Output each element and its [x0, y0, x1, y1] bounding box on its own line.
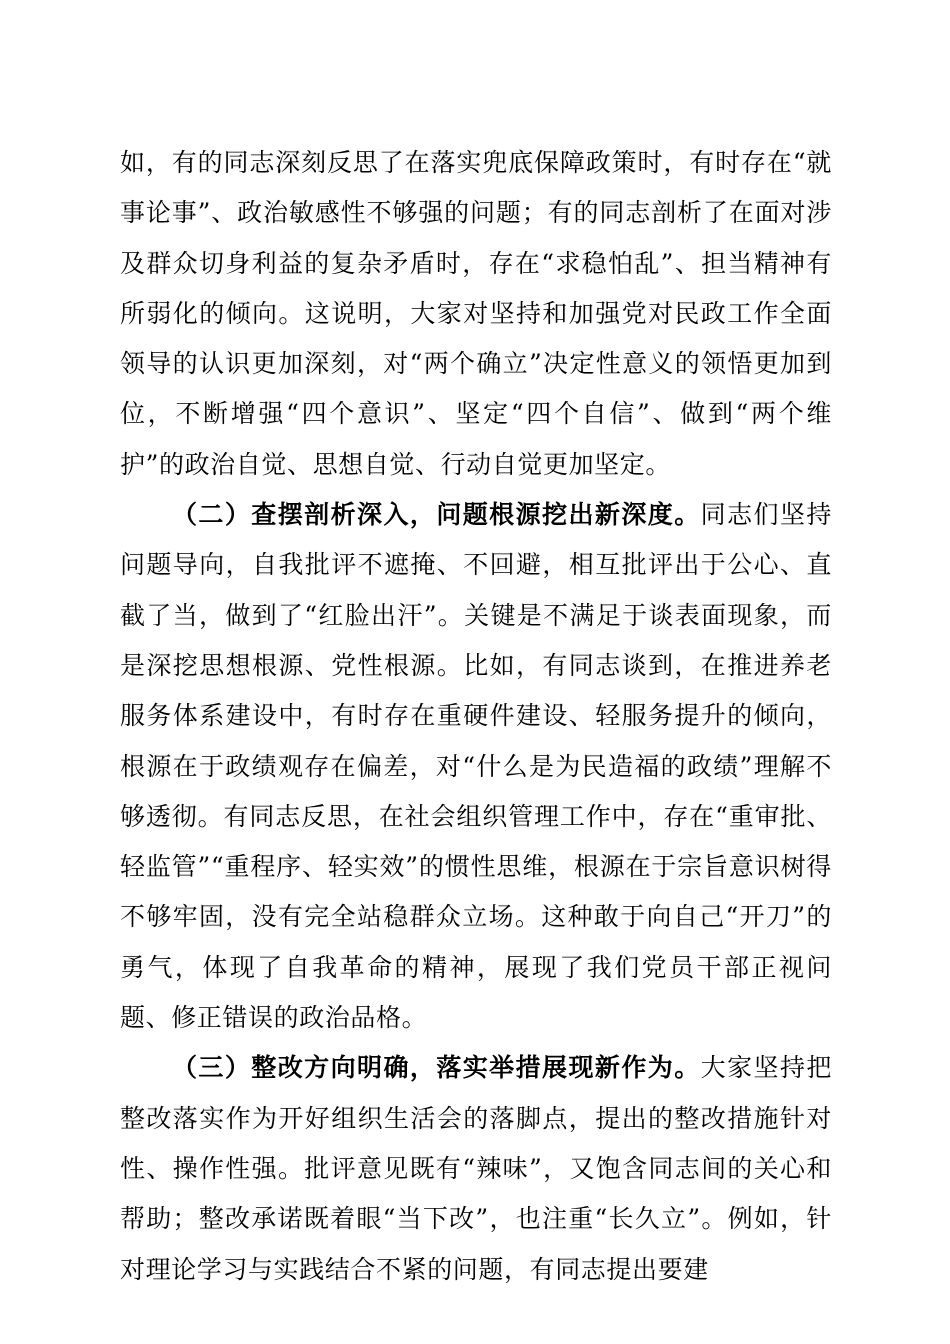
paragraph-continuation [120, 138, 832, 490]
paragraph-body: 同志们坚持问题导向，自我批评不遮掩、不回避，相互批评出于公心、直截了当，做到了“红脸出汗”。关键是不满足于谈表面现象，而是深挖思想根源、党性根源。比如，有同志谈到，在推进养老服务体系建设中，有时存在重硬件建设、轻服务提升的倾向，根源在于政绩观存在偏差，对“什么是为民造福的政绩”理解不够透彻。有同志反思，在社会组织管理工作中，存在“重审批、轻监管”“重程序、轻实效”的惯性思维，根源在于宗旨意识树得不够牢固，没有完全站稳群众立场。这种敢于向自己“开刀”的勇气，体现了自我革命的精神，展现了我们党员干部正视问题、修正错误的政治品格。 [120, 500, 832, 1033]
paragraph-section-two [120, 490, 832, 1043]
paragraph-section-three [120, 1043, 832, 1294]
paragraph-body: 如，有的同志深刻反思了在落实兜底保障政策时，有时存在“就事论事”、政治敏感性不够强的问题；有的同志剖析了在面对涉及群众切身利益的复杂矛盾时，存在“求稳怕乱”、担当精神有所弱化的倾向。这说明，大家对坚持和加强党对民政工作全面领导的认识更加深刻，对“两个确立”决定性意义的领悟更加到位，不断增强“四个意识”、坚定“四个自信”、做到“两个维护”的政治自觉、思想自觉、行动自觉更加坚定。 [120, 148, 832, 479]
document-body [120, 138, 832, 1295]
paragraph-body: 大家坚持把整改落实作为开好组织生活会的落脚点，提出的整改措施针对性、操作性强。批评意见既有“辣味”，又饱含同志间的关心和帮助；整改承诺既着眼“当下改”，也注重“长久立”。例如，针对理论学习与实践结合不紧的问题，有同志提出要建 [120, 1053, 832, 1284]
section-heading: （三）整改方向明确，落实举措展现新作为。 [172, 1053, 701, 1083]
section-heading: （二）查摆剖析深入，问题根源挖出新深度。 [172, 500, 701, 530]
